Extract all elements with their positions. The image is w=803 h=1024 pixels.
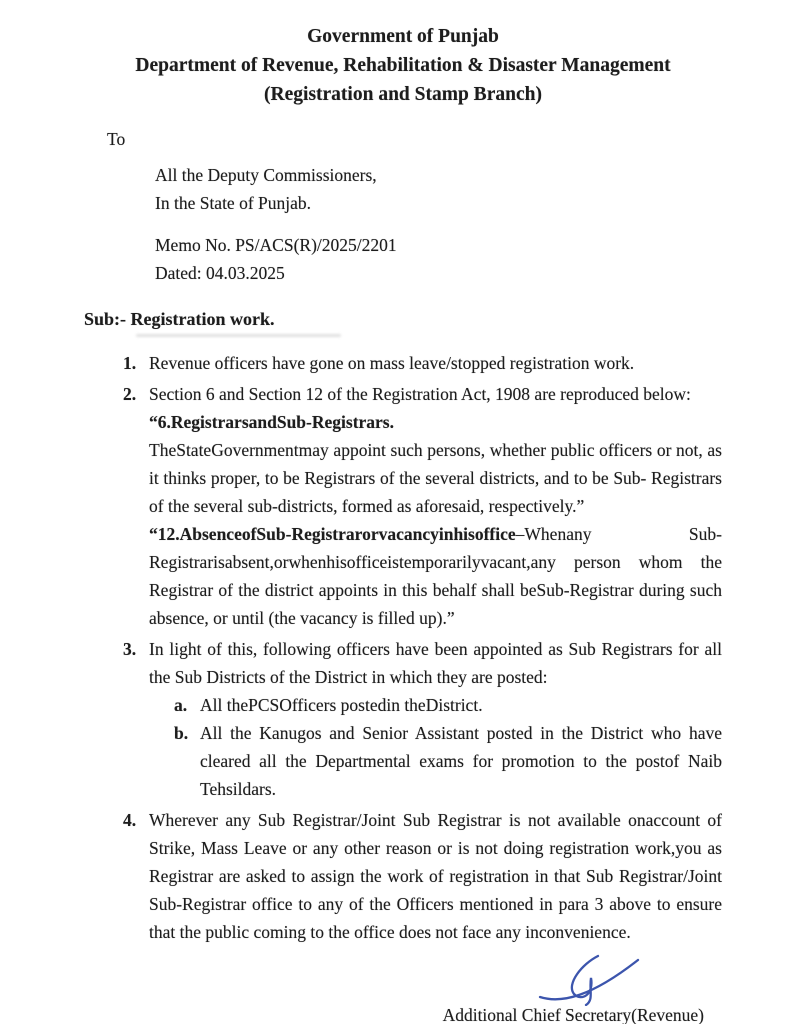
subject-line: [84, 305, 722, 337]
item-3-number: 3.: [123, 639, 137, 659]
item-4-text: Wherever any Sub Registrar/Joint Sub Registrar is not available onaccount of Strike, Mass Leave or any other reason or is not doing registration work,you as Registrar are asked to assign the work of registration in that Sub Registrar/Joint Sub-Registrar office to any of the Officers mentioned in para 3 above to ensure that the public coming to the office does not face any inconvenience.: [149, 810, 722, 942]
item-3b-text: All the Kanugos and Senior Assistant posted in the District who have cleared all the Departmental exams for promotion to the postof Naib Tehsildars.: [200, 723, 722, 799]
quote-12-heading: “12.AbsenceofSub-Registrarorvacancyinhisoffice: [149, 524, 516, 544]
list-item-3: [84, 635, 722, 803]
header-government: Government of Punjab: [307, 26, 499, 47]
subject-text: Sub:- Registration work.: [84, 309, 275, 329]
document-header: [44, 22, 762, 109]
quote-6-heading: “6.RegistrarsandSub-Registrars.: [149, 412, 394, 432]
addressee-line-1: All the Deputy Commissioners,: [155, 165, 377, 185]
list-item-3b: [149, 719, 722, 803]
header-department: Department of Revenue, Rehabilitation & Disaster Management: [135, 55, 671, 76]
addressee-line-2: In the State of Punjab.: [155, 193, 312, 213]
item-2-text: Section 6 and Section 12 of the Registration Act, 1908 are reproduced below:: [149, 384, 691, 404]
scan-artifact-underline: [136, 334, 341, 337]
header-branch: (Registration and Stamp Branch): [264, 84, 542, 105]
signatory-title: Additional Chief Secretary(Revenue): [442, 1005, 704, 1024]
address-block: [155, 161, 722, 287]
item-1-text: Revenue officers have gone on mass leave/stopped registration work.: [149, 353, 635, 373]
item-3a-letter: a.: [174, 695, 188, 715]
numbered-list: [84, 349, 722, 946]
list-item-4: [84, 806, 722, 946]
list-item-3a: [149, 691, 722, 719]
quote-12-body: –Whenany Sub-Registrarisabsent,orwhenhisofficeistemporarilyvacant,any person whom the Registrar of the district appoints in this behalf shall beSub-Registrar during such absence, or until (the vacancy is filled up).”: [149, 524, 722, 628]
quote-section-12: [149, 520, 722, 632]
item-3-text: In light of this, following officers have been appointed as Sub Registrars for all the Sub Districts of the District in which they are posted:: [149, 639, 722, 687]
item-1-number: 1.: [123, 353, 137, 373]
list-item-2: [84, 380, 722, 632]
memo-number: Memo No. PS/ACS(R)/2025/2201: [155, 235, 397, 255]
quote-section-6: [149, 408, 722, 520]
item-3b-letter: b.: [174, 723, 189, 743]
quote-6-body: TheStateGovernmentmay appoint such persons, whether public officers or not, as it thinks proper, to be Registrars of the several districts, and to be Sub- Registrars of the several sub-districts, formed as aforesaid, respectively.”: [149, 440, 722, 516]
to-label: To: [107, 129, 126, 149]
memo-date: Dated: 04.03.2025: [155, 263, 285, 283]
item-2-number: 2.: [123, 384, 137, 404]
signature-ink-icon: [534, 950, 652, 1006]
list-item-1: [84, 349, 722, 377]
item-3a-text: All thePCSOfficers postedin theDistrict.: [200, 695, 483, 715]
memo-block: [155, 231, 722, 287]
signature-block: [84, 950, 722, 1024]
item-4-number: 4.: [123, 810, 137, 830]
